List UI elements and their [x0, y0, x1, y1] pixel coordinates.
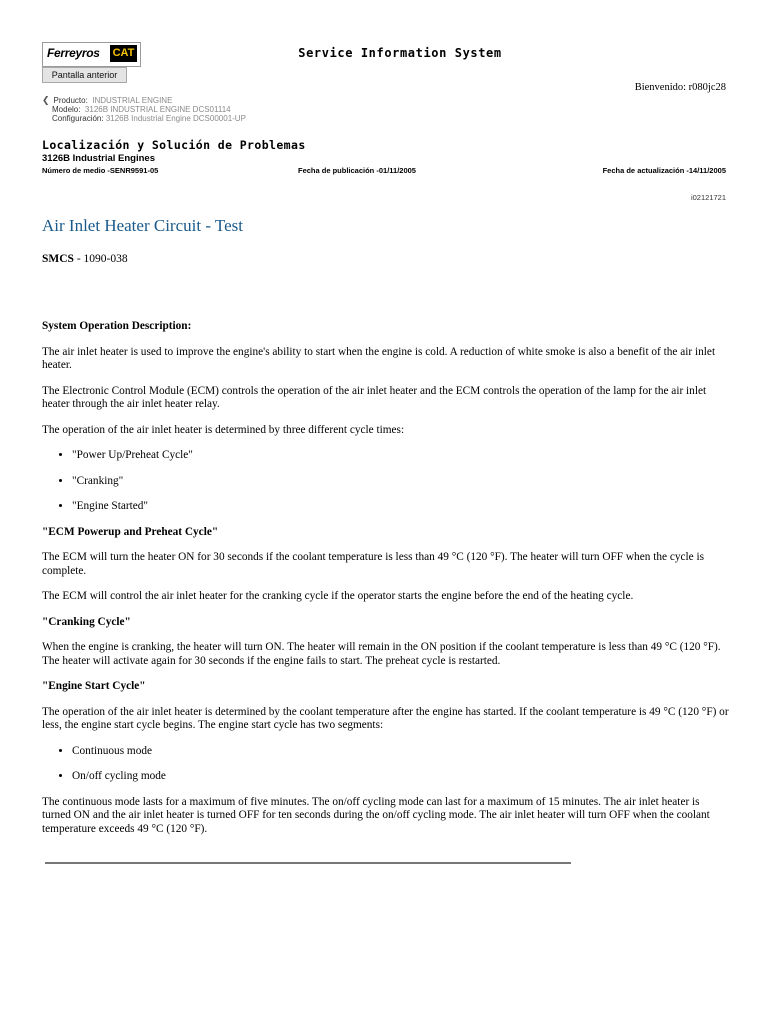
- update-date: Fecha de actualización -14/11/2005: [602, 166, 726, 175]
- page-title: Air Inlet Heater Circuit - Test: [42, 216, 244, 235]
- product-row: [42, 96, 246, 105]
- logo-brand-text: Ferreyros: [47, 46, 100, 60]
- paragraph: When the engine is cranking, the heater will turn ON. The heater will remain in the ON position if the coolant temperature is less than 49 °C (120 °F). The heater will activate again for 30 seconds if the engine fails to start. The preheat cycle is restarted.: [42, 641, 721, 667]
- paragraph: The operation of the air inlet heater is determined by the coolant temperature after the engine has started. If the coolant temperature is 49 °C (120 °F) or less, the engine start cycle begins. The engine start cycle has two segments:: [42, 705, 729, 731]
- document-id: i02121721: [690, 193, 726, 202]
- product-info: [42, 96, 246, 123]
- bottom-divider: [45, 862, 571, 864]
- paragraph: The air inlet heater is used to improve the engine's ability to start when the engine is cold. A reduction of white smoke is also a benefit of the air inlet heater.: [42, 345, 716, 371]
- smcs-code: [42, 253, 128, 265]
- heading-system-operation: System Operation Description:: [42, 320, 192, 332]
- list-item: • On/off cycling mode: [72, 770, 730, 784]
- list-item: • "Cranking": [72, 475, 730, 489]
- config-label: Configuración:: [52, 114, 104, 123]
- publish-date: Fecha de publicación -01/11/2005: [298, 166, 416, 175]
- paragraph: The continuous mode lasts for a maximum of five minutes. The on/off cycling mode can last for a maximum of 15 minutes. The air inlet heater is turned ON and the air inlet heater is turned OFF for ten seconds during the on/off cycling mode. The air inlet heater will turn OFF when the coolant temperature exceeds 49 °C (120 °F).: [42, 795, 710, 835]
- chevron-left-icon[interactable]: ❮: [42, 95, 50, 105]
- config-row: [42, 114, 246, 123]
- list-item: • Continuous mode: [72, 745, 730, 759]
- paragraph: The ECM will control the air inlet heater for the cranking cycle if the operator starts the engine before the end of the heating cycle.: [42, 590, 634, 602]
- product-label: Producto:: [53, 96, 88, 105]
- paragraph: The operation of the air inlet heater is determined by three different cycle times:: [42, 423, 405, 436]
- model-label: Modelo:: [52, 105, 81, 114]
- smcs-label: SMCS: [42, 253, 74, 265]
- model-row: [42, 105, 246, 114]
- back-button[interactable]: Pantalla anterior: [42, 67, 127, 83]
- smcs-value: - 1090-038: [73, 253, 128, 265]
- engine-name: 3126B Industrial Engines: [42, 153, 155, 164]
- mode-list: [42, 745, 730, 784]
- media-number: Número de medio -SENR9591-05: [42, 166, 159, 175]
- product-value: INDUSTRIAL ENGINE: [92, 96, 173, 105]
- cycle-list: [42, 449, 730, 514]
- list-item: • "Engine Started": [72, 500, 730, 514]
- document-body: [42, 320, 730, 836]
- system-title: Service Information System: [298, 46, 502, 60]
- config-value: 3126B Industrial Engine DCS00001-UP: [105, 114, 246, 123]
- heading-cranking-cycle: "Cranking Cycle": [42, 615, 131, 628]
- model-value: 3126B INDUSTRIAL ENGINE DCS01114: [84, 105, 231, 114]
- heading-engine-start-cycle: "Engine Start Cycle": [42, 680, 146, 692]
- list-item: • "Power Up/Preheat Cycle": [72, 449, 730, 463]
- paragraph: The ECM will turn the heater ON for 30 seconds if the coolant temperature is less than 49 °C (120 °F). The heater will turn OFF when the cycle is complete.: [42, 551, 705, 577]
- paragraph: The Electronic Control Module (ECM) controls the operation of the air inlet heater and the ECM controls the operation of the lamp for the air inlet heater through the air inlet heater relay.: [42, 384, 707, 410]
- section-title: Localización y Solución de Problemas: [42, 138, 306, 152]
- heading-powerup-cycle: "ECM Powerup and Preheat Cycle": [42, 525, 219, 538]
- cat-logo-icon: CAT: [110, 45, 137, 62]
- welcome-text: Bienvenido: r080jc28: [634, 82, 726, 93]
